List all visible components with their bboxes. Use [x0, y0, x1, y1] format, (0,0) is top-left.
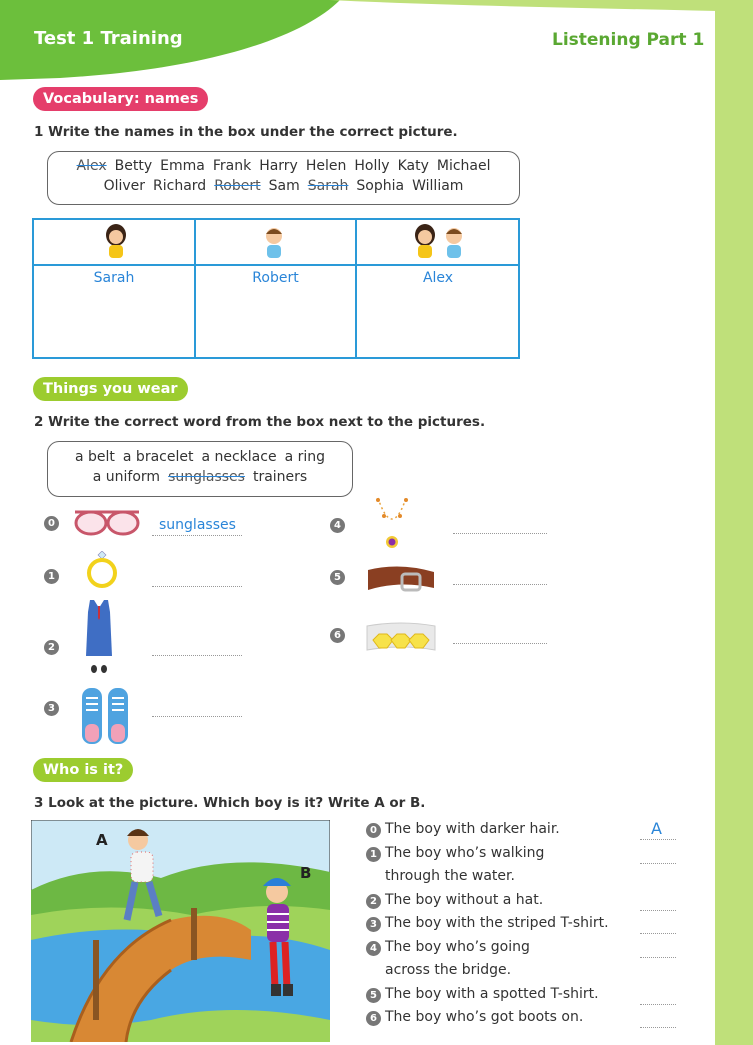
clothes-word-a-necklace: a necklace — [201, 449, 277, 465]
page-title: Test 1 Training — [34, 28, 183, 49]
names-picture-grid — [32, 218, 520, 359]
clothes-word-trainers: trainers — [252, 469, 308, 485]
section-title: Listening Part 1 — [552, 30, 705, 50]
answer-line-q6[interactable] — [640, 1026, 676, 1028]
heading-who-is-it: Who is it? — [33, 758, 133, 782]
instruction-1: 1 Write the names in the box under the correct picture. — [34, 124, 458, 140]
answer-line-q2[interactable] — [640, 909, 676, 911]
sunglasses-icon — [73, 506, 141, 538]
clothes-word-box — [47, 441, 353, 497]
girl-figure-icon — [103, 222, 129, 264]
answer-sarah: Sarah — [93, 270, 135, 286]
item-number-0: 0 — [44, 516, 59, 531]
ring-icon — [85, 551, 119, 589]
trainers-icon — [78, 686, 132, 746]
name-word-william: William — [412, 178, 464, 194]
answer-q0: A — [651, 819, 662, 838]
question-text: The boy who’s got boots on. — [385, 1009, 584, 1025]
item-number-2: 2 — [44, 640, 59, 655]
answer-line-5[interactable] — [453, 583, 547, 585]
question-text-continued: across the bridge. — [385, 962, 512, 978]
answer-robert: Robert — [252, 270, 299, 286]
question-text-continued: through the water. — [385, 868, 515, 884]
answer-line-q0[interactable] — [640, 838, 676, 840]
answer-line-4[interactable] — [453, 532, 547, 534]
label-b: B — [300, 864, 312, 882]
boy-figure-icon — [261, 222, 287, 264]
question-text: The boy without a hat. — [385, 892, 544, 908]
answer-line-q4[interactable] — [640, 956, 676, 958]
question-number-6: 6 — [366, 1011, 381, 1026]
question-number-4: 4 — [366, 941, 381, 956]
name-word-sarah: Sarah — [307, 178, 349, 194]
question-text: The boy with the striped T-shirt. — [385, 915, 609, 931]
heading-things-you-wear: Things you wear — [33, 377, 188, 401]
bridge-scene-illustration — [31, 820, 330, 1042]
instruction-3: 3 Look at the picture. Which boy is it? Write A or B. — [34, 795, 426, 811]
answer-line-2[interactable] — [152, 654, 242, 656]
clothes-word-a-bracelet: a bracelet — [122, 449, 194, 465]
clothes-word-a-uniform: a uniform — [92, 469, 161, 485]
clothes-word-sunglasses: sunglasses — [168, 469, 245, 485]
name-word-robert: Robert — [214, 178, 261, 194]
instruction-2: 2 Write the correct word from the box next to the pictures. — [34, 414, 486, 430]
bracelet-icon — [365, 620, 437, 666]
item-number-5: 5 — [330, 570, 345, 585]
answer-line-q3[interactable] — [640, 932, 676, 934]
name-word-betty: Betty — [114, 158, 153, 174]
name-word-frank: Frank — [212, 158, 252, 174]
name-word-sam: Sam — [268, 178, 300, 194]
question-number-5: 5 — [366, 988, 381, 1003]
question-number-1: 1 — [366, 847, 381, 862]
name-word-emma: Emma — [160, 158, 205, 174]
page-edge-strip — [715, 0, 753, 1045]
question-text: The boy who’s going — [385, 939, 530, 955]
necklace-icon — [370, 494, 414, 554]
belt-icon — [366, 562, 436, 598]
question-number-2: 2 — [366, 894, 381, 909]
question-text: The boy who’s walking — [385, 845, 545, 861]
heading-vocabulary-names: Vocabulary: names — [33, 87, 208, 111]
answer-line-3[interactable] — [152, 715, 242, 717]
question-text: The boy with a spotted T-shirt. — [385, 986, 599, 1002]
name-word-michael: Michael — [436, 158, 491, 174]
name-word-sophia: Sophia — [356, 178, 405, 194]
name-word-holly: Holly — [354, 158, 390, 174]
label-a: A — [96, 831, 108, 849]
answer-line-0 — [152, 534, 242, 536]
question-number-0: 0 — [366, 823, 381, 838]
name-word-oliver: Oliver — [103, 178, 146, 194]
answer-0: sunglasses — [159, 517, 236, 533]
name-word-harry: Harry — [259, 158, 298, 174]
item-number-6: 6 — [330, 628, 345, 643]
girl-and-boy-figure-icon — [412, 222, 468, 264]
clothes-word-a-belt: a belt — [74, 449, 115, 465]
uniform-icon — [82, 598, 116, 676]
clothes-word-a-ring: a ring — [284, 449, 326, 465]
name-word-richard: Richard — [153, 178, 207, 194]
name-word-helen: Helen — [305, 158, 347, 174]
item-number-1: 1 — [44, 569, 59, 584]
item-number-4: 4 — [330, 518, 345, 533]
item-number-3: 3 — [44, 701, 59, 716]
answer-alex: Alex — [422, 270, 454, 286]
answer-line-q5[interactable] — [640, 1003, 676, 1005]
name-word-alex: Alex — [76, 158, 107, 174]
answer-line-q1[interactable] — [640, 862, 676, 864]
question-text: The boy with darker hair. — [385, 821, 560, 837]
name-word-katy: Katy — [397, 158, 429, 174]
question-number-3: 3 — [366, 917, 381, 932]
names-word-box — [47, 151, 520, 205]
answer-line-6[interactable] — [453, 642, 547, 644]
answer-line-1[interactable] — [152, 585, 242, 587]
